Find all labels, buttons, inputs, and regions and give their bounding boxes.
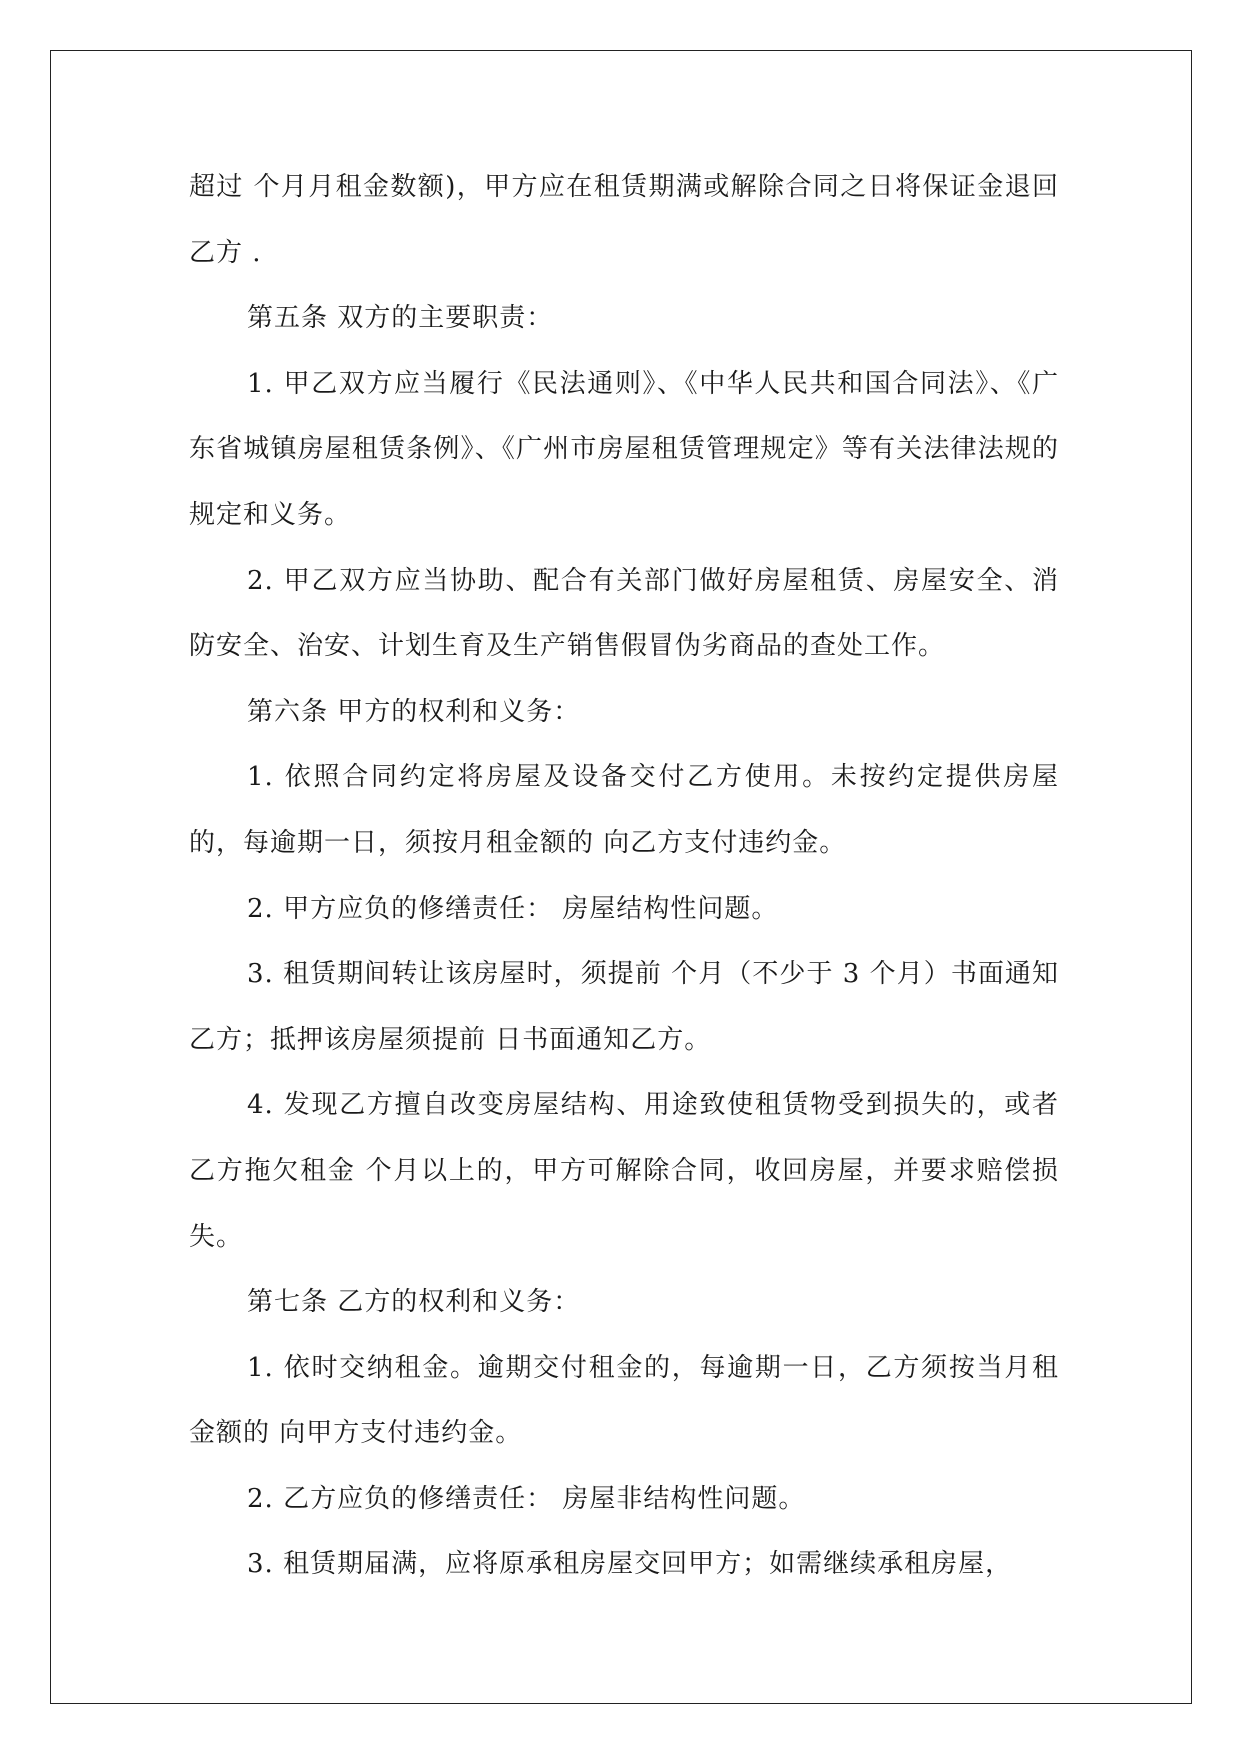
document-body xyxy=(189,155,1059,1598)
paragraph-article-6-item-3: 3. 租赁期间转让该房屋时，须提前 个月（不少于 3 个月）书面通知乙方；抵押该房屋须提前 日书面通知乙方。 xyxy=(189,959,1059,1055)
paragraph-article-7-item-3: 3. 租赁期届满，应将原承租房屋交回甲方；如需继续承租房屋， xyxy=(247,1549,1013,1580)
heading-article-6: 第六条 甲方的权利和义务： xyxy=(247,696,581,727)
paragraph-article-7-item-1: 1. 依时交纳租金。逾期交付租金的，每逾期一日，乙方须按当月租金额的 向甲方支付违约金。 xyxy=(189,1352,1059,1449)
paragraph-article-6-item-4: 4. 发现乙方擅自改变房屋结构、用途致使租赁物受到损失的，或者乙方拖欠租金 个月以上的，甲方可解除合同，收回房屋，并要求赔偿损失。 xyxy=(189,1090,1059,1252)
paragraph-article-5-item-1: 1. 甲乙双方应当履行《民法通则》、《中华人民共和国合同法》、《广东省城镇房屋租赁条例》、《广州市房屋租赁管理规定》等有关法律法规的规定和义务。 xyxy=(189,368,1059,530)
paragraph-article-7-item-2: 2. 乙方应负的修缮责任： 房屋非结构性问题。 xyxy=(247,1483,806,1514)
heading-article-7: 第七条 乙方的权利和义务： xyxy=(247,1287,581,1318)
paragraph-article-5-item-2: 2. 甲乙双方应当协助、配合有关部门做好房屋租赁、房屋安全、消防安全、治安、计划生育及生产销售假冒伪劣商品的查处工作。 xyxy=(189,565,1059,662)
heading-article-5: 第五条 双方的主要职责： xyxy=(247,303,554,334)
paragraph-article-6-item-2: 2. 甲方应负的修缮责任： 房屋结构性问题。 xyxy=(247,893,779,924)
paragraph-deposit-return: 超过 个月月租金数额)，甲方应在租赁期满或解除合同之日将保证金退回乙方 . xyxy=(189,172,1059,268)
paragraph-article-6-item-1: 1. 依照合同约定将房屋及设备交付乙方使用。未按约定提供房屋的，每逾期一日，须按月租金额的 向乙方支付违约金。 xyxy=(189,762,1059,858)
